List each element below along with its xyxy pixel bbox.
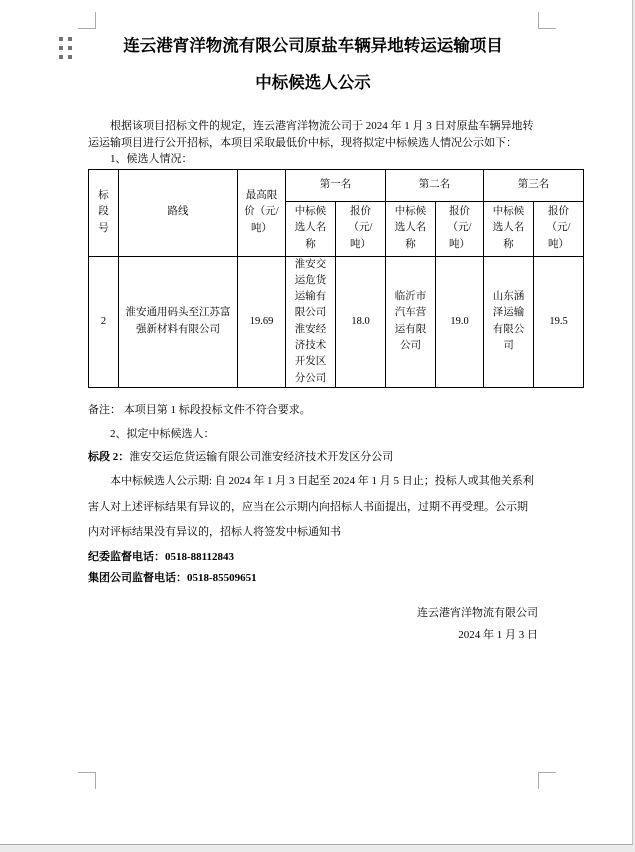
document-title-line1: 连云港宵洋物流有限公司原盐车辆异地转运运输项目	[123, 36, 503, 55]
remark-line: 备注： 本项目第 1 标段投标文件不符合要求。	[88, 403, 311, 416]
cell-max-price: 19.69	[238, 256, 286, 387]
signature-block	[88, 602, 538, 646]
cell-rank3-quote: 19.5	[534, 256, 584, 387]
phone-group: 集团公司监督电话：0518-85509651	[88, 571, 257, 584]
cell-rank1-candidate: 淮安交运危货运输有限公司淮安经济技术开发区分公司	[286, 256, 336, 387]
header-cell-bid-no: 标段号	[89, 169, 119, 256]
crop-mark-top-right-icon	[538, 12, 556, 29]
header-cell-quote-2: 报价（元/吨）	[436, 201, 484, 256]
cell-bid-no: 2	[89, 256, 119, 387]
document-title-line2: 中标候选人公示	[255, 73, 371, 92]
header-cell-candidate-3: 中标候选人名称	[484, 201, 534, 256]
header-cell-route: 路线	[119, 169, 238, 256]
signature-company: 连云港宵洋物流有限公司	[417, 606, 538, 619]
crop-mark-bottom-right-icon	[538, 772, 556, 789]
table-row	[89, 256, 584, 387]
header-cell-quote-3: 报价（元/吨）	[534, 201, 584, 256]
header-cell-rank3: 第三名	[484, 169, 584, 201]
drag-handle-icon[interactable]	[59, 37, 72, 59]
cell-route: 淮安通用码头至江苏富强新材料有限公司	[119, 256, 238, 387]
signature-date: 2024 年 1 月 3 日	[458, 628, 538, 641]
cell-rank2-candidate: 临沂市汽车营运有限公司	[386, 256, 436, 387]
header-cell-candidate-2: 中标候选人名称	[386, 201, 436, 256]
cell-rank1-quote: 18.0	[336, 256, 386, 387]
document-content	[88, 36, 571, 646]
bid-section-label: 标段 2：	[88, 450, 130, 463]
section2-heading: 2、拟定中标候选人：	[110, 428, 215, 441]
notice-paragraph: 本中标候选人公示期: 自 2024 年 1 月 3 日起至 2024 年 1 月 5 日止；投标人或其他关系利害人对上述评标结果有异议的，应当在公示期内向招标人书面提出，过期不再受理。公示期内对评标结果没有异议的，招标人将签发中标通知书	[88, 475, 534, 539]
header-cell-max-price: 最高限价（元/吨）	[238, 169, 286, 256]
phone-discipline: 纪委监督电话：0518-88112843	[88, 550, 235, 563]
cell-rank2-quote: 19.0	[436, 256, 484, 387]
header-cell-rank1: 第一名	[286, 169, 386, 201]
header-cell-rank2: 第二名	[386, 169, 484, 201]
section1-heading: 1、候选人情况：	[110, 153, 193, 165]
header-cell-candidate-1: 中标候选人名称	[286, 201, 336, 256]
candidates-table	[88, 169, 584, 388]
bid-section-line	[88, 449, 538, 466]
crop-mark-bottom-left-icon	[78, 772, 96, 789]
cell-rank3-candidate: 山东涵泽运输有限公司	[484, 256, 534, 387]
bid-section-winner: 淮安交运危货运输有限公司淮安经济技术开发区分公司	[129, 450, 394, 463]
intro-paragraph: 根据该项目招标文件的规定，连云港宵洋物流公司于 2024 年 1 月 3 日对原盐车辆异地转运运输项目进行公开招标，本项目采取最低价中标，现将拟定中标候选人情况公示如下：	[88, 120, 534, 149]
crop-mark-top-left-icon	[78, 12, 96, 29]
header-cell-quote-1: 报价（元/吨）	[336, 201, 386, 256]
